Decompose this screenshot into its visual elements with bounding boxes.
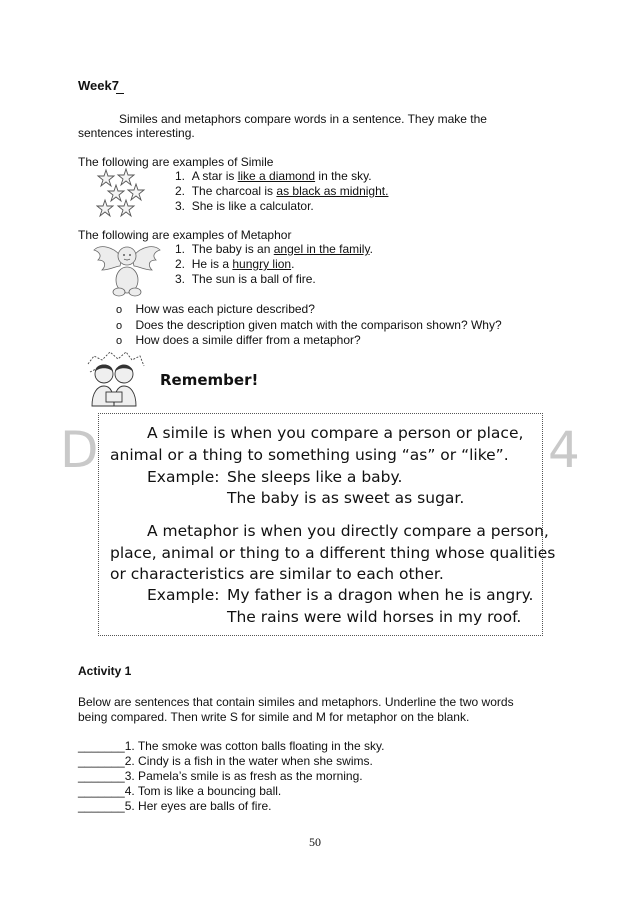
metaphor-heading: The following are examples of Metaphor: [78, 228, 292, 242]
watermark-right: 4: [548, 421, 580, 479]
simile-example-label: Example:: [147, 468, 220, 486]
simile-example-3: 3. She is like a calculator.: [175, 199, 314, 213]
simile-box-example-1: She sleeps like a baby.: [227, 468, 403, 486]
question-3: o How does a simile differ from a metaphor?: [116, 333, 361, 347]
page-title: Week7: [78, 78, 119, 93]
simile-example-2: 2. The charcoal is as black as midnight.: [175, 184, 389, 198]
remember-heading: Remember!: [160, 371, 259, 389]
activity-item-2: _______2. Cindy is a fish in the water when she swims.: [78, 754, 373, 768]
activity-item-3: _______3. Pamela’s smile is as fresh as the morning.: [78, 769, 363, 783]
intro-line-2: sentences interesting.: [78, 126, 195, 140]
metaphor-example-3: 3. The sun is a ball of fire.: [175, 272, 316, 286]
angel-baby-icon: [92, 236, 162, 298]
activity-title: Activity 1: [78, 664, 132, 678]
intro-line-1: Similes and metaphors compare words in a sentence. They make the: [119, 112, 487, 126]
activity-item-1: _______1. The smoke was cotton balls floating in the sky.: [78, 739, 385, 753]
answer-blank[interactable]: _______: [78, 769, 125, 783]
simile-definition-line-1: A simile is when you compare a person or place,: [147, 424, 524, 442]
metaphor-example-1: 1. The baby is an angel in the family.: [175, 242, 373, 256]
answer-blank[interactable]: _______: [78, 784, 125, 798]
question-2: o Does the description given match with the comparison shown? Why?: [116, 318, 502, 332]
activity-item-5: _______5. Her eyes are balls of fire.: [78, 799, 272, 813]
question-1: o How was each picture described?: [116, 302, 315, 316]
simile-example-1: 1. A star is like a diamond in the sky.: [175, 169, 372, 183]
stars-icon: [96, 168, 146, 218]
answer-blank[interactable]: _______: [78, 739, 125, 753]
simile-heading: The following are examples of Simile: [78, 155, 274, 169]
activity-item-4: _______4. Tom is like a bouncing ball.: [78, 784, 282, 798]
watermark-left: D: [60, 421, 99, 479]
children-reading-icon: [80, 346, 148, 410]
metaphor-example-2: 2. He is a hungry lion.: [175, 257, 295, 271]
metaphor-definition-line-1: A metaphor is when you directly compare a person,: [147, 522, 549, 540]
answer-blank[interactable]: _______: [78, 799, 125, 813]
metaphor-box-example-1: My father is a dragon when he is angry.: [227, 586, 534, 604]
title-underline: [116, 93, 124, 94]
metaphor-definition-line-3: or characteristics are similar to each other.: [110, 565, 444, 583]
activity-instruction-1: Below are sentences that contain similes and metaphors. Underline the two words: [78, 695, 514, 709]
simile-box-example-2: The baby is as sweet as sugar.: [227, 489, 465, 507]
answer-blank[interactable]: _______: [78, 754, 125, 768]
activity-instruction-2: being compared. Then write S for simile and M for metaphor on the blank.: [78, 710, 470, 724]
simile-definition-line-2: animal or a thing to something using “as” or “like”.: [110, 446, 509, 464]
metaphor-definition-line-2: place, animal or thing to a different thing whose qualities: [110, 544, 556, 562]
page-number: 50: [309, 835, 321, 849]
metaphor-box-example-2: The rains were wild horses in my roof.: [227, 608, 522, 626]
metaphor-example-label: Example:: [147, 586, 220, 604]
